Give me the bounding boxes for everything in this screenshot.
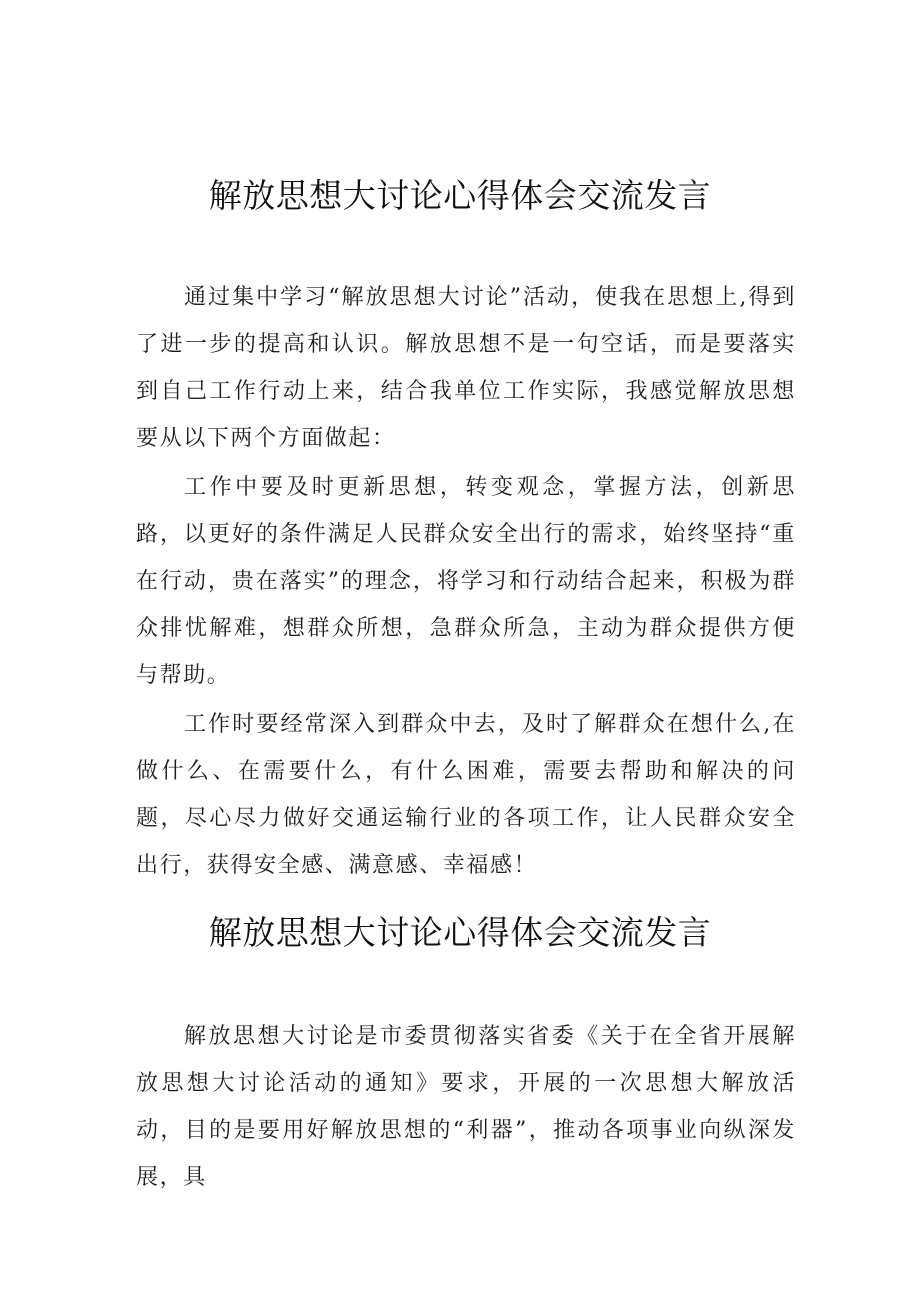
section-1-paragraph-1: 通过集中学习“解放思想大讨论”活动，使我在思想上,得到了进一步的提高和认识。解放思想不是一句空话，而是要落实到自己工作行动上来，结合我单位工作实际，我感觉解放思想要从以下两个方面做起： — [136, 285, 796, 451]
section-1-body — [136, 274, 796, 889]
section-2-paragraph-1: 解放思想大讨论是市委贯彻落实省委《关于在全省开展解放思想大讨论活动的通知》要求，开展的一次思想大解放活动，目的是要用好解放思想的“利器”，推动各项事业向纵深发展，具 — [136, 1024, 796, 1190]
section-2-body — [136, 1013, 796, 1190]
section-1-paragraph-2: 工作中要及时更新思想，转变观念，掌握方法，创新思路，以更好的条件满足人民群众安全出行的需求，始终坚持“重在行动，贵在落实”的理念，将学习和行动结合起来，积极为群众排忧解难，想群众所想，急群众所急，主动为群众提供方便与帮助。 — [136, 475, 796, 688]
section-2-title: 解放思想大讨论心得体会交流发言 — [208, 913, 712, 952]
section-1-title: 解放思想大讨论心得体会交流发言 — [208, 176, 712, 215]
section-1-paragraph-3: 工作时要经常深入到群众中去，及时了解群众在想什么,在做什么、在需要什么，有什么困难，需要去帮助和解决的问题，尽心尽力做好交通运输行业的各项工作，让人民群众安全出行，获得安全感、满意感、幸福感！ — [136, 712, 796, 878]
